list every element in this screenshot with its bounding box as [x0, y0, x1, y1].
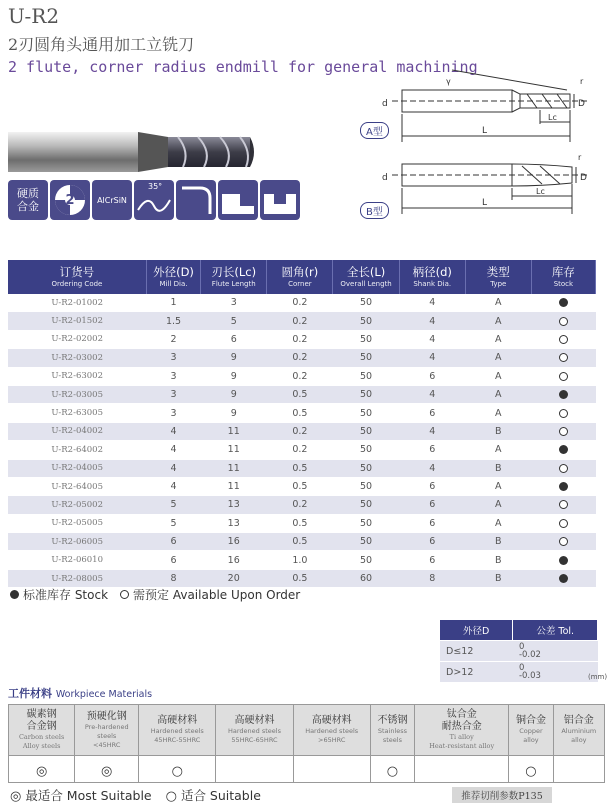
ordering-code-cell: U-R2-64005 [8, 477, 146, 495]
spec-cell: 6 [399, 404, 465, 422]
spec-cell: 0.5 [267, 514, 333, 532]
stock-cell [531, 496, 595, 514]
spec-cell: 16 [201, 551, 267, 569]
material-name-cn: 不锈钢 [377, 715, 408, 726]
type-a-label: A型 [360, 122, 389, 139]
table-row [8, 312, 596, 330]
suitability-cell [415, 756, 509, 783]
stock-cell [531, 422, 595, 440]
tolerance-row [440, 641, 598, 662]
material-name-en: Hardened steels 55HRC-65HRC [227, 727, 281, 744]
spec-cell: 50 [333, 496, 399, 514]
spec-header-en: Corner [288, 280, 312, 288]
spec-table-header [8, 260, 596, 294]
most-suitable-icon: ◎ [35, 763, 48, 779]
spec-cell: 50 [333, 349, 399, 367]
spec-cell: A [465, 477, 531, 495]
spec-cell: 50 [333, 533, 399, 551]
spec-cell: 4 [399, 330, 465, 348]
spec-cell: 8 [146, 569, 200, 587]
stock-cell [531, 294, 595, 312]
spec-cell: 4 [399, 312, 465, 330]
helix-badge: 35° [134, 180, 174, 220]
stock-cell [531, 349, 595, 367]
spec-header-cn: 圆角(r) [281, 265, 319, 279]
dim-r-label: r [580, 77, 584, 86]
stock-empty-icon [559, 409, 568, 418]
legend-most-suitable: 最适合 Most Suitable [25, 788, 152, 803]
helix-icon [134, 180, 174, 220]
tolerance-header-tol: 公差 Tol. [513, 620, 598, 641]
legend-standard: 标准库存 Stock [23, 588, 109, 602]
stock-empty-icon [559, 372, 568, 381]
material-name-en: Carbon steels Alloy steels [18, 733, 65, 750]
spec-cell: 4 [146, 459, 200, 477]
slot-icon [260, 180, 300, 220]
suitability-cell [216, 756, 293, 783]
spec-cell: A [465, 496, 531, 514]
spec-cell: 50 [333, 312, 399, 330]
stock-cell [531, 533, 595, 551]
ordering-code-cell: U-R2-63002 [8, 367, 146, 385]
dim-d-label: d [382, 99, 388, 109]
spec-header-3 [267, 260, 333, 294]
dim-Lc-label-b: Lc [536, 187, 545, 196]
coating-badge: AlCrSiN [92, 180, 132, 220]
stock-legend [10, 586, 300, 603]
material-cell [293, 705, 370, 756]
spec-header-cn: 全长(L) [346, 265, 386, 279]
material-cell [553, 705, 604, 756]
material-name-en: Copper alloy [519, 727, 543, 744]
spec-cell: 11 [201, 459, 267, 477]
corner-radius-icon [176, 180, 216, 220]
spec-cell: 13 [201, 514, 267, 532]
spec-cell: 9 [201, 367, 267, 385]
ordering-code-cell: U-R2-01002 [8, 294, 146, 312]
workpiece-table [8, 704, 605, 783]
spec-cell: 0.5 [267, 459, 333, 477]
spec-header-en: Flute Length [211, 280, 256, 288]
stock-full-icon [10, 590, 19, 599]
tolerance-header-diameter: 外径D [440, 620, 513, 641]
spec-cell: 6 [399, 441, 465, 459]
material-cell [415, 705, 509, 756]
spec-cell: 0.2 [267, 367, 333, 385]
table-row [8, 294, 596, 312]
stock-full-icon [559, 482, 568, 491]
suitability-cell [553, 756, 604, 783]
spec-cell: 20 [201, 569, 267, 587]
suitability-cell [9, 756, 75, 783]
suitability-cell [370, 756, 414, 783]
tolerance-lower: -0.02 [518, 650, 541, 660]
table-row [8, 514, 596, 532]
ordering-code-cell: U-R2-63005 [8, 404, 146, 422]
type-b-diagram [352, 150, 602, 220]
table-row [8, 533, 596, 551]
stock-empty-icon [559, 500, 568, 509]
table-row [8, 422, 596, 440]
stock-cell [531, 312, 595, 330]
spec-cell: 3 [201, 294, 267, 312]
spec-cell: B [465, 422, 531, 440]
stock-cell [531, 569, 595, 587]
material-name-cn: 预硬化钢 [86, 710, 127, 722]
endmill-photo [8, 128, 258, 178]
material-name-en: Stainless steels [377, 727, 408, 744]
spec-cell: 9 [201, 385, 267, 403]
material-cell [216, 705, 293, 756]
ordering-code-cell: U-R2-03005 [8, 385, 146, 403]
legend-suitable: 适合 Suitable [180, 788, 261, 803]
table-row [8, 441, 596, 459]
spec-header-en: Shank Dia. [413, 280, 452, 288]
dim-Lc-label: Lc [548, 113, 557, 122]
type-a-diagram [352, 62, 602, 150]
material-name-cn: 碳素钢 合金钢 [26, 709, 57, 732]
spec-cell: A [465, 385, 531, 403]
spec-cell: 5 [146, 496, 200, 514]
spec-cell: 0.2 [267, 422, 333, 440]
spec-cell: 50 [333, 367, 399, 385]
dim-gamma-label: γ [446, 77, 451, 86]
stock-cell [531, 385, 595, 403]
stock-full-icon [559, 556, 568, 565]
spec-header-5 [399, 260, 465, 294]
material-name-en: Hardened steels >65HRC [305, 727, 359, 744]
spec-cell: 1 [146, 294, 200, 312]
tolerance-value [513, 662, 598, 683]
material-cell [139, 705, 216, 756]
spec-cell: 50 [333, 459, 399, 477]
spec-cell: B [465, 459, 531, 477]
spec-cell: 4 [399, 422, 465, 440]
spec-header-0 [8, 260, 146, 294]
spec-header-1 [146, 260, 200, 294]
most-suitable-icon: ◎ [101, 763, 113, 779]
spec-header-2 [201, 260, 267, 294]
spec-cell: 6 [201, 330, 267, 348]
table-row [8, 477, 596, 495]
stock-full-icon [559, 390, 568, 399]
spec-header-en: Mill Dia. [159, 280, 188, 288]
spec-cell: 0.5 [267, 533, 333, 551]
spec-cell: 3 [146, 404, 200, 422]
spec-cell: 4 [399, 294, 465, 312]
flute-count-badge: 2 [50, 180, 90, 220]
product-code: U-R2 [8, 4, 60, 28]
dim-L-label-b: L [482, 198, 488, 208]
spec-cell: 1.5 [146, 312, 200, 330]
ordering-code-cell: U-R2-06010 [8, 551, 146, 569]
ordering-code-cell: U-R2-04002 [8, 422, 146, 440]
spec-cell: 50 [333, 441, 399, 459]
spec-cell: 6 [146, 551, 200, 569]
table-row [8, 496, 596, 514]
spec-header-4 [333, 260, 399, 294]
spec-cell: 4 [399, 385, 465, 403]
spec-cell: 11 [201, 477, 267, 495]
stock-cell [531, 367, 595, 385]
suitability-legend [10, 786, 261, 804]
spec-header-en: Stock [553, 280, 574, 288]
spec-cell: 50 [333, 551, 399, 569]
ordering-code-cell: U-R2-64002 [8, 441, 146, 459]
ordering-code-cell: U-R2-08005 [8, 569, 146, 587]
material-cell [75, 705, 139, 756]
spec-cell: A [465, 367, 531, 385]
spec-cell: 6 [399, 514, 465, 532]
ordering-code-cell: U-R2-02002 [8, 330, 146, 348]
material-name-en: Ti alloy Heat-resistant alloy [429, 733, 495, 750]
stock-cell [531, 441, 595, 459]
tolerance-row [440, 662, 598, 683]
material-name-cn: 高硬材料 [157, 715, 198, 726]
dim-r-label-b: r [578, 153, 582, 162]
spec-cell: 0.5 [267, 477, 333, 495]
spec-cell: 3 [146, 349, 200, 367]
spec-cell: 1.0 [267, 551, 333, 569]
stock-full-icon [559, 298, 568, 307]
spec-cell: 0.2 [267, 349, 333, 367]
spec-cell: 6 [399, 551, 465, 569]
table-row [8, 569, 596, 587]
spec-cell: 6 [399, 367, 465, 385]
spec-cell: 5 [201, 312, 267, 330]
spec-header-6 [465, 260, 531, 294]
spec-cell: 0.5 [267, 385, 333, 403]
suitable-icon: ○ [386, 763, 399, 779]
tolerance-upper: 0 [518, 663, 525, 673]
table-row [8, 330, 596, 348]
spec-cell: B [465, 533, 531, 551]
spec-header-cn: 刃长(Lc) [211, 265, 257, 279]
spec-cell: 11 [201, 422, 267, 440]
tolerance-range: D≤12 [440, 641, 513, 662]
shoulder-icon [218, 180, 258, 220]
spec-cell: 4 [146, 477, 200, 495]
spec-cell: 5 [146, 514, 200, 532]
spec-cell: A [465, 441, 531, 459]
spec-cell: 9 [201, 404, 267, 422]
shoulder-milling-badge [218, 180, 258, 220]
stock-cell [531, 330, 595, 348]
suitable-icon: ○ [165, 789, 177, 804]
hardness-badge: 硬质合金 [8, 180, 48, 220]
stock-cell [531, 459, 595, 477]
spec-header-en: Type [490, 280, 507, 288]
ordering-code-cell: U-R2-01502 [8, 312, 146, 330]
spec-header-cn: 类型 [486, 265, 510, 279]
product-title-cn: 2刃圆角头通用加工立铣刀 [8, 35, 195, 54]
stock-empty-icon [559, 353, 568, 362]
spec-cell: 0.2 [267, 496, 333, 514]
dim-d-label-b: d [382, 173, 388, 183]
tolerance-unit: (mm) [588, 673, 608, 681]
spec-cell: 4 [146, 441, 200, 459]
ordering-code-cell: U-R2-05005 [8, 514, 146, 532]
spec-cell: 0.5 [267, 569, 333, 587]
material-cell [370, 705, 414, 756]
tolerance-upper: 0 [518, 642, 525, 652]
spec-cell: 4 [146, 422, 200, 440]
stock-cell [531, 477, 595, 495]
spec-cell: 6 [399, 477, 465, 495]
slotting-badge [260, 180, 300, 220]
cutting-params-reference: 推荐切削参数P135 [452, 787, 552, 803]
spec-cell: A [465, 404, 531, 422]
stock-empty-icon [559, 317, 568, 326]
stock-full-icon [559, 574, 568, 583]
stock-empty-icon [559, 537, 568, 546]
stock-empty-icon [559, 427, 568, 436]
spec-header-cn: 订货号 [59, 265, 95, 279]
dim-D-label-b: D [580, 173, 587, 183]
material-name-en: Aluminium alloy [561, 727, 597, 744]
ordering-code-cell: U-R2-06005 [8, 533, 146, 551]
spec-cell: B [465, 551, 531, 569]
spec-cell: 0.5 [267, 404, 333, 422]
spec-cell: 0.2 [267, 294, 333, 312]
spec-cell: 6 [146, 533, 200, 551]
material-name-cn: 铝合金 [563, 715, 594, 726]
table-row [8, 349, 596, 367]
workpiece-title-cn: 工件材料 [8, 687, 52, 700]
product-title-en: 2 flute, corner radius endmill for general machining [8, 58, 478, 76]
stock-empty-icon [120, 590, 129, 599]
spec-header-cn: 外径(D) [153, 265, 194, 279]
suitability-cell [139, 756, 216, 783]
spec-cell: A [465, 514, 531, 532]
spec-cell: 50 [333, 385, 399, 403]
spec-cell: 11 [201, 441, 267, 459]
stock-empty-icon [559, 519, 568, 528]
tolerance-value [513, 641, 598, 662]
tolerance-table [440, 620, 598, 682]
spec-header-7 [531, 260, 595, 294]
spec-header-en: Ordering Code [51, 280, 103, 288]
dim-L-label: L [482, 126, 488, 136]
spec-header-en: Overall Length [340, 280, 392, 288]
spec-cell: 0.2 [267, 312, 333, 330]
spec-cell: 0.2 [267, 441, 333, 459]
spec-cell: 6 [399, 533, 465, 551]
stock-empty-icon [559, 335, 568, 344]
ordering-code-cell: U-R2-03002 [8, 349, 146, 367]
spec-cell: B [465, 569, 531, 587]
material-cell [509, 705, 553, 756]
spec-cell: 50 [333, 294, 399, 312]
spec-cell: 50 [333, 330, 399, 348]
spec-cell: 16 [201, 533, 267, 551]
workpiece-title-en: Workpiece Materials [55, 689, 153, 700]
material-name-cn: 高硬材料 [311, 715, 352, 726]
spec-cell: 60 [333, 569, 399, 587]
spec-cell: 50 [333, 514, 399, 532]
spec-cell: 50 [333, 404, 399, 422]
material-name-en: Pre-hardened steels <45HRC [84, 722, 129, 749]
spec-cell: 6 [399, 496, 465, 514]
table-row [8, 385, 596, 403]
legend-order: 需预定 Available Upon Order [133, 588, 301, 602]
spec-cell: 4 [399, 349, 465, 367]
corner-radius-badge [176, 180, 216, 220]
ordering-code-cell: U-R2-04005 [8, 459, 146, 477]
stock-cell [531, 404, 595, 422]
spec-cell: 8 [399, 569, 465, 587]
spec-cell: 50 [333, 422, 399, 440]
material-name-cn: 高硬材料 [234, 715, 275, 726]
stock-cell [531, 514, 595, 532]
suitability-cell [509, 756, 553, 783]
spec-cell: 3 [146, 385, 200, 403]
spec-header-cn: 柄径(d) [412, 265, 452, 279]
material-name-cn: 钛合金 耐热合金 [441, 709, 482, 732]
table-row [8, 459, 596, 477]
spec-cell: A [465, 294, 531, 312]
material-cell [9, 705, 75, 756]
most-suitable-icon: ◎ [10, 789, 22, 804]
spec-cell: 13 [201, 496, 267, 514]
tolerance-lower: -0.03 [518, 671, 541, 681]
stock-empty-icon [559, 464, 568, 473]
spec-cell: 2 [146, 330, 200, 348]
ordering-code-cell: U-R2-05002 [8, 496, 146, 514]
stock-full-icon [559, 445, 568, 454]
workpiece-title [8, 685, 152, 701]
stock-cell [531, 551, 595, 569]
suitable-icon: ○ [525, 763, 537, 779]
table-row [8, 551, 596, 569]
spec-cell: 0.2 [267, 330, 333, 348]
spec-cell: 9 [201, 349, 267, 367]
suitable-icon: ○ [171, 763, 183, 779]
suitability-cell [75, 756, 139, 783]
spec-table [8, 260, 596, 588]
table-row [8, 404, 596, 422]
spec-cell: A [465, 312, 531, 330]
table-row [8, 367, 596, 385]
material-name-cn: 铜合金 [515, 715, 546, 726]
spec-cell: 4 [399, 459, 465, 477]
spec-cell: 50 [333, 477, 399, 495]
material-name-en: Hardened steels 45HRC-55HRC [150, 727, 204, 744]
type-b-label: B型 [360, 202, 389, 219]
spec-cell: A [465, 330, 531, 348]
tolerance-range: D>12 [440, 662, 513, 683]
dim-D-label: D [578, 99, 585, 109]
spec-cell: A [465, 349, 531, 367]
spec-cell: 3 [146, 367, 200, 385]
spec-header-cn: 库存 [551, 265, 575, 279]
suitability-cell [293, 756, 370, 783]
